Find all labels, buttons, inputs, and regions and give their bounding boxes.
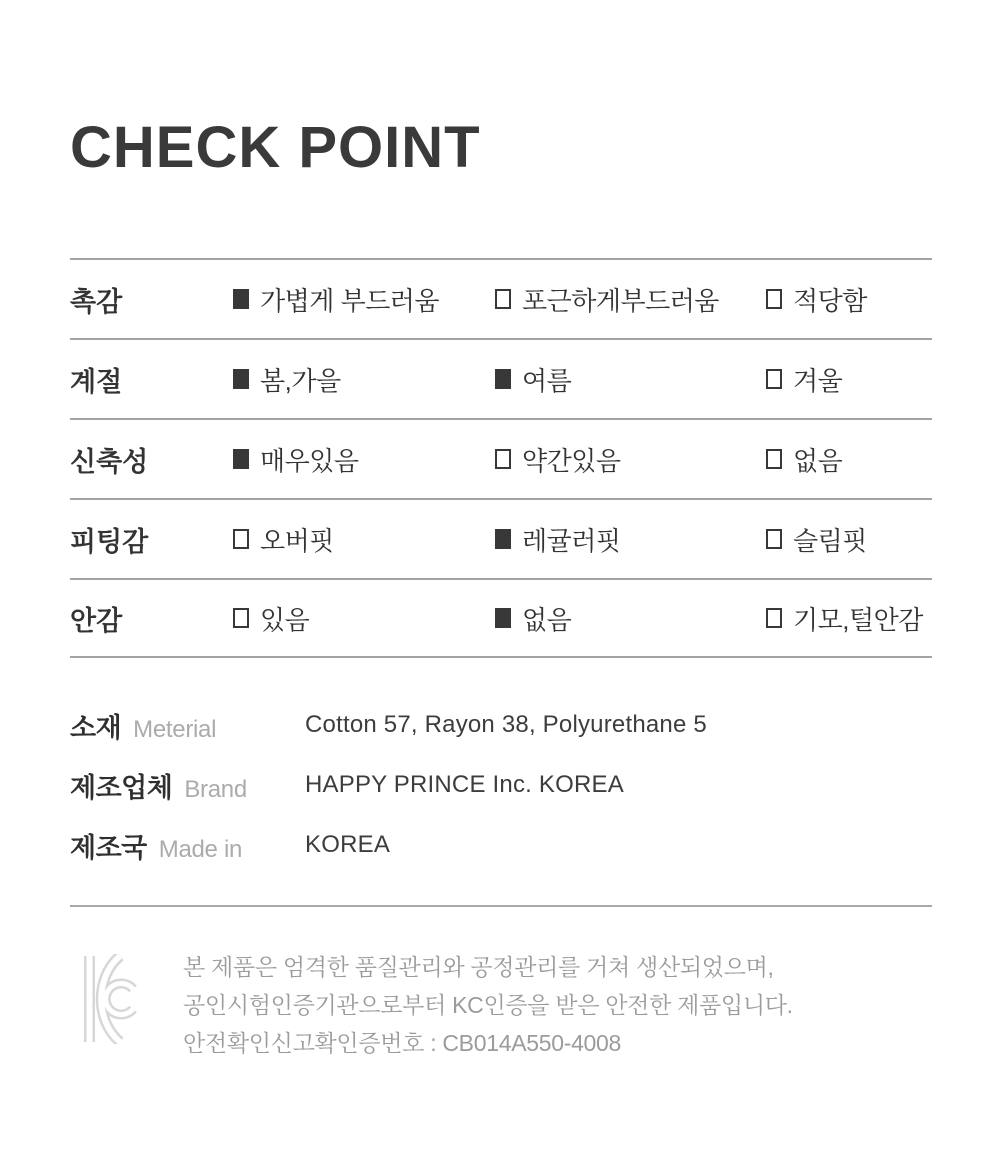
info-label-ko: 소재	[70, 712, 122, 743]
product-info	[70, 695, 932, 875]
info-label-en: Made in	[158, 835, 243, 863]
checkbox-icon	[766, 289, 782, 309]
option-label: 봄,가을	[260, 365, 341, 396]
option-label: 겨울	[793, 365, 843, 396]
option-label: 슬림핏	[793, 525, 867, 556]
checkbox-icon	[495, 289, 511, 309]
section-divider	[70, 905, 932, 907]
option-label: 없음	[793, 445, 843, 476]
option-label: 가볍게 부드러움	[260, 285, 440, 316]
checkbox-icon	[495, 449, 511, 469]
option-label: 없음	[522, 604, 572, 635]
option-label: 레귤러핏	[522, 525, 621, 556]
option	[233, 521, 495, 558]
checkbox-icon	[766, 608, 782, 628]
info-label-ko: 제조국	[70, 832, 147, 863]
checkbox-icon	[495, 369, 511, 389]
option-label: 있음	[260, 604, 310, 635]
option	[233, 361, 495, 398]
info-label-group	[70, 766, 305, 805]
info-label-ko: 제조업체	[70, 772, 173, 803]
checkbox-icon	[766, 369, 782, 389]
info-row-material	[70, 695, 932, 755]
page-title: CHECK POINT	[70, 115, 481, 180]
option-label: 약간있음	[522, 445, 621, 476]
checkbox-icon	[766, 449, 782, 469]
option	[495, 521, 766, 558]
option	[233, 600, 495, 637]
table-row-season	[70, 338, 932, 418]
check-point-table	[70, 258, 932, 658]
kc-text-line: 공인시험인증기관으로부터 KC인증을 받은 안전한 제품입니다.	[183, 992, 793, 1018]
checkbox-icon	[495, 608, 511, 628]
option	[495, 361, 766, 398]
table-row-fit	[70, 498, 932, 578]
option	[766, 441, 932, 478]
kc-mark-icon	[82, 954, 140, 1044]
option	[766, 521, 932, 558]
row-label: 신축성	[70, 446, 149, 477]
info-label-group	[70, 706, 305, 745]
option	[233, 281, 495, 318]
option	[495, 600, 766, 637]
row-label: 안감	[70, 605, 123, 636]
checkbox-icon	[233, 529, 249, 549]
info-value: KOREA	[305, 831, 391, 858]
info-row-made-in	[70, 815, 932, 875]
option	[495, 281, 766, 318]
option-label: 기모,털안감	[793, 604, 923, 635]
option-label: 적당함	[793, 285, 867, 316]
checkbox-icon	[495, 529, 511, 549]
option-label: 여름	[522, 365, 572, 396]
info-value: HAPPY PRINCE Inc. KOREA	[305, 771, 624, 798]
option	[495, 441, 766, 478]
option	[766, 361, 932, 398]
table-row-elasticity	[70, 418, 932, 498]
info-row-brand	[70, 755, 932, 815]
info-value: Cotton 57, Rayon 38, Polyurethane 5	[305, 711, 707, 738]
checkbox-icon	[766, 529, 782, 549]
kc-text-line: 본 제품은 엄격한 품질관리와 공정관리를 거쳐 생산되었으며,	[183, 954, 774, 980]
table-row-touch	[70, 258, 932, 338]
option-label: 오버핏	[260, 525, 334, 556]
info-label-en: Brand	[184, 775, 247, 803]
checkbox-icon	[233, 449, 249, 469]
checkbox-icon	[233, 608, 249, 628]
kc-certification	[70, 948, 932, 1062]
option-label: 매우있음	[260, 445, 359, 476]
checkbox-icon	[233, 289, 249, 309]
option	[766, 281, 932, 318]
kc-text-block	[183, 948, 793, 1062]
row-label: 계절	[70, 366, 123, 397]
option	[766, 600, 932, 637]
option-label: 포근하게부드러움	[522, 285, 719, 316]
kc-text-line: 안전확인신고확인증번호 : CB014A550-4008	[183, 1030, 622, 1056]
row-label: 피팅감	[70, 526, 149, 557]
checkbox-icon	[233, 369, 249, 389]
info-label-group	[70, 826, 305, 865]
row-label: 촉감	[70, 286, 123, 317]
table-row-lining	[70, 578, 932, 658]
option	[233, 441, 495, 478]
info-label-en: Meterial	[133, 715, 217, 743]
